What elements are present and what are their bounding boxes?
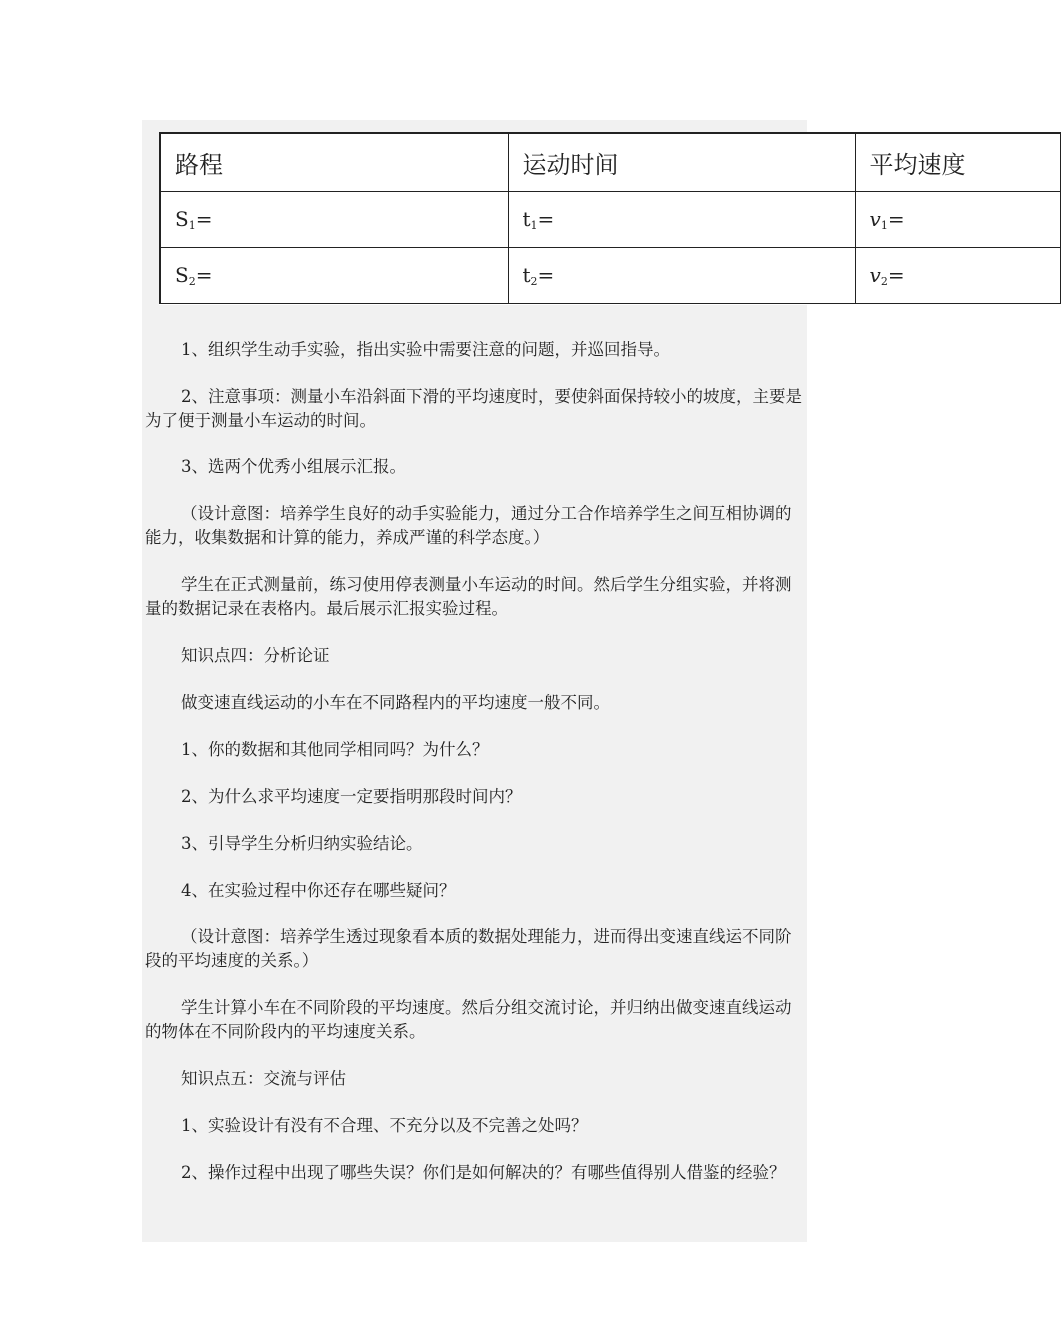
paragraph: 4、在实验过程中你还存在哪些疑问？	[181, 881, 456, 900]
table-header-row	[160, 133, 1060, 192]
paragraph: 2、操作过程中出现了哪些失误？你们是如何解决的？有哪些值得别人借鉴的经验？	[181, 1163, 786, 1182]
paragraph: 1、实验设计有没有不合理、不充分以及不完善之处吗？	[181, 1116, 588, 1135]
cell-speed-2: $v_2=$	[855, 248, 1060, 304]
paragraph: 学生在正式测量前，练习使用停表测量小车运动的时间。然后学生分组实验，并将测量的数据记录在表格内。最后展示汇报实验过程。	[145, 575, 792, 618]
cell-time-2: $t_2=$	[508, 248, 855, 304]
paragraph: （设计意图：培养学生透过现象看本质的数据处理能力，进而得出变速直线运不同阶段的平均速度的关系。）	[145, 927, 792, 970]
section-heading: 知识点五：交流与评估	[181, 1069, 346, 1088]
paragraph: 3、选两个优秀小组展示汇报。	[181, 457, 406, 476]
paragraph: 1、组织学生动手实验，指出实验中需要注意的问题，并巡回指导。	[181, 340, 670, 359]
header-distance: 路程	[160, 133, 508, 192]
paragraph: （设计意图：培养学生良好的动手实验能力，通过分工合作培养学生之间互相协调的能力，收集数据和计算的能力，养成严谨的科学态度。）	[145, 504, 792, 547]
paragraph: 3、引导学生分析归纳实验结论。	[181, 834, 423, 853]
header-time: 运动时间	[508, 133, 855, 192]
cell-distance-1: $S_1=$	[160, 192, 508, 248]
paragraph: 2、为什么求平均速度一定要指明那段时间内？	[181, 787, 522, 806]
cell-distance-2: $S_2=$	[160, 248, 508, 304]
measurement-table-container	[159, 132, 966, 305]
paragraph: 做变速直线运动的小车在不同路程内的平均速度一般不同。	[181, 693, 610, 712]
paragraph: 学生计算小车在不同阶段的平均速度。然后分组交流讨论，并归纳出做变速直线运动的物体在不同阶段内的平均速度关系。	[145, 998, 792, 1041]
table-row	[160, 248, 1060, 304]
measurement-table	[159, 132, 1061, 304]
table-row	[160, 192, 1060, 248]
header-average-speed: 平均速度	[855, 133, 1060, 192]
body-text	[145, 338, 805, 1185]
cell-time-1: $t_1=$	[508, 192, 855, 248]
section-heading: 知识点四：分析论证	[181, 646, 330, 665]
paragraph: 2、注意事项：测量小车沿斜面下滑的平均速度时，要使斜面保持较小的坡度，主要是为了便于测量小车运动的时间。	[145, 387, 802, 430]
paragraph: 1、你的数据和其他同学相同吗？为什么？	[181, 740, 489, 759]
cell-speed-1: $v_1=$	[855, 192, 1060, 248]
